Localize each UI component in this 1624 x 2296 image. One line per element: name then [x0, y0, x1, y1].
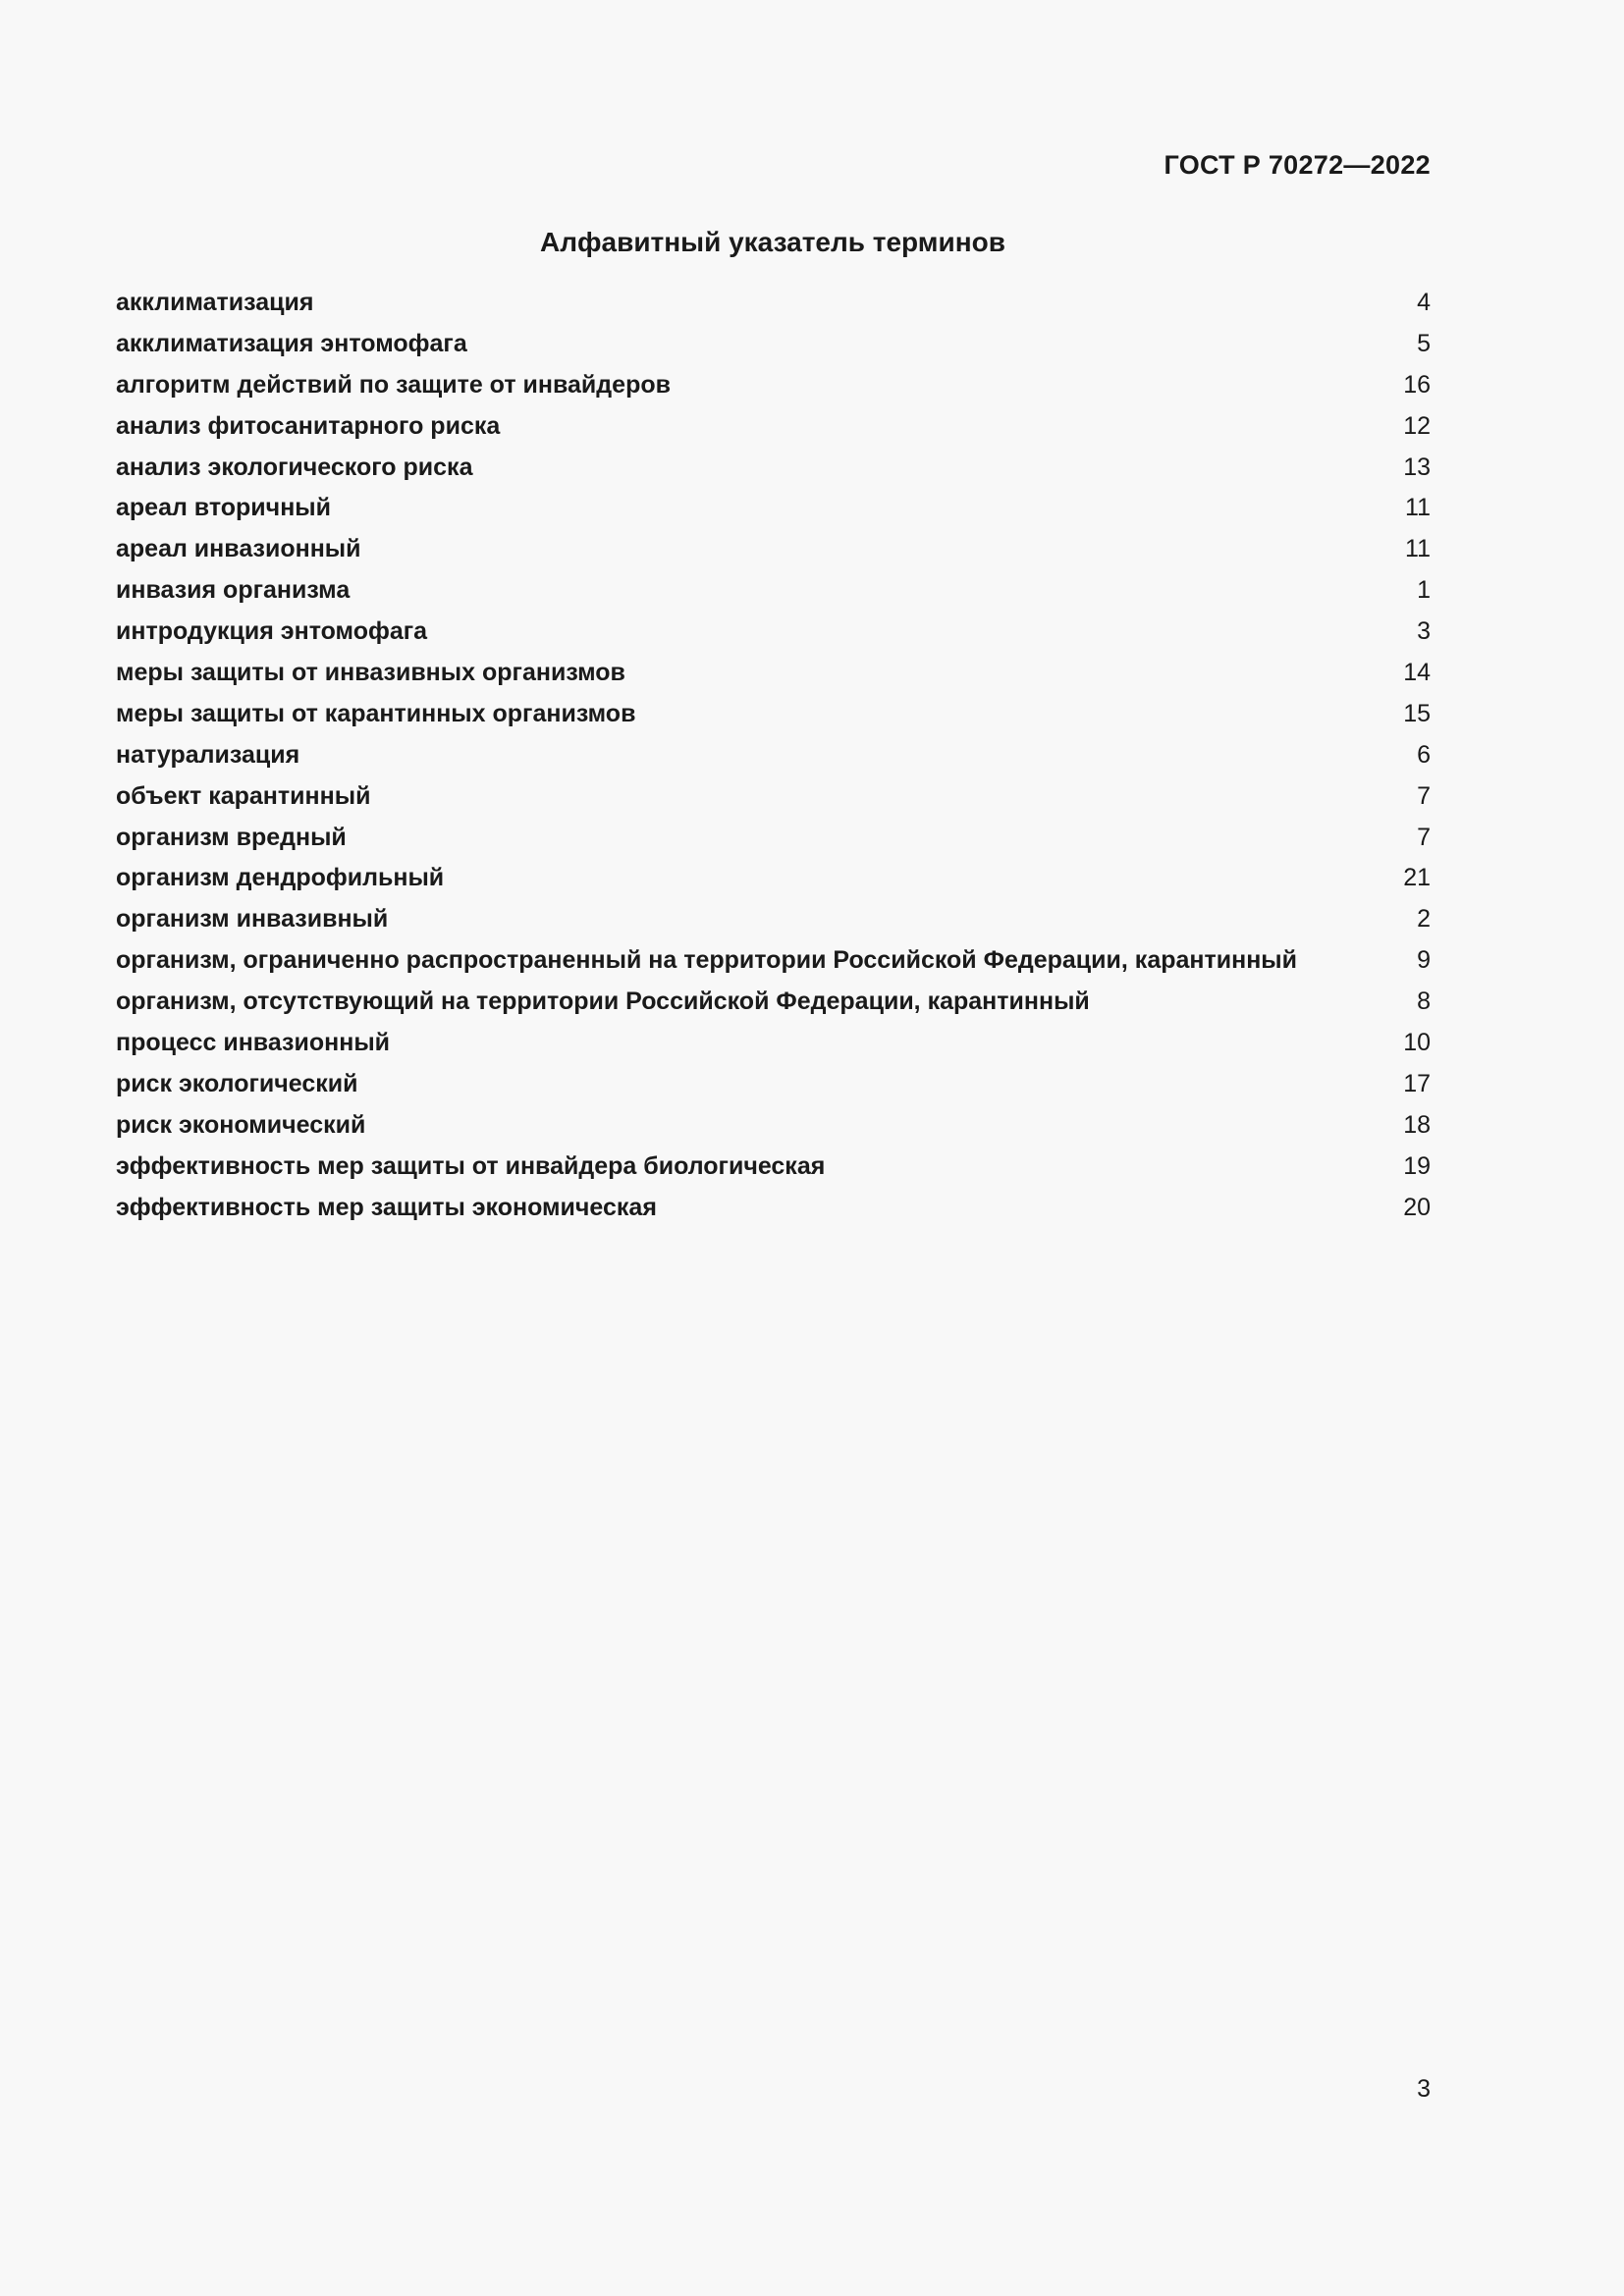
term-row: [116, 364, 1431, 405]
term-number: 4: [1417, 289, 1431, 316]
term-row: [116, 857, 1431, 898]
term-row: [116, 734, 1431, 775]
term-number: 7: [1417, 781, 1431, 810]
term-name: объект карантинный: [116, 781, 371, 810]
term-row: [116, 487, 1431, 528]
term-row: [116, 447, 1431, 488]
term-number: 21: [1403, 864, 1431, 892]
term-name: акклиматизация: [116, 289, 314, 316]
term-row: [116, 1146, 1431, 1187]
term-row: [116, 405, 1431, 447]
term-number: 8: [1417, 988, 1431, 1016]
term-row: [116, 939, 1431, 981]
term-number: 2: [1417, 905, 1431, 934]
term-row: [116, 282, 1431, 323]
term-row: [116, 569, 1431, 611]
term-number: 1: [1417, 576, 1431, 605]
index-title: Алфавитный указатель терминов: [540, 227, 1005, 257]
term-name: акклиматизация энтомофага: [116, 329, 467, 357]
term-number: 20: [1403, 1193, 1431, 1221]
term-row: [116, 693, 1431, 734]
term-row: [116, 898, 1431, 939]
term-name: эффективность мер защиты экономическая: [116, 1193, 657, 1221]
term-name: организм, ограниченно распространенный на территории Российской Федерации, карантинный: [116, 946, 1298, 975]
term-number: 18: [1403, 1110, 1431, 1139]
term-name: инвазия организма: [116, 576, 351, 605]
term-row: [116, 528, 1431, 569]
document-header: ГОСТ Р 70272—2022: [1164, 150, 1431, 180]
term-name: ареал вторичный: [116, 494, 332, 522]
term-number: 19: [1403, 1151, 1431, 1180]
term-name: меры защиты от карантинных организмов: [116, 699, 636, 727]
page-number: 3: [1417, 2075, 1431, 2103]
term-name: организм вредный: [116, 823, 347, 851]
term-number: 3: [1417, 617, 1431, 646]
term-name: организм дендрофильный: [116, 864, 445, 892]
term-number: 5: [1417, 329, 1431, 357]
term-number: 14: [1403, 659, 1431, 687]
term-row: [116, 981, 1431, 1022]
term-row: [116, 1063, 1431, 1104]
term-row: [116, 817, 1431, 858]
term-name: анализ фитосанитарного риска: [116, 411, 501, 440]
term-name: эффективность мер защиты от инвайдера биологическая: [116, 1151, 826, 1180]
term-name: организм, отсутствующий на территории Российской Федерации, карантинный: [116, 988, 1090, 1016]
term-name: риск экологический: [116, 1069, 358, 1097]
term-number: 7: [1417, 823, 1431, 851]
term-number: 17: [1403, 1069, 1431, 1097]
term-name: анализ экологического риска: [116, 453, 473, 481]
term-number: 15: [1403, 699, 1431, 727]
term-number: 10: [1403, 1029, 1431, 1057]
term-name: натурализация: [116, 740, 300, 769]
term-row: [116, 1022, 1431, 1063]
term-number: 11: [1405, 535, 1431, 563]
term-row: [116, 323, 1431, 364]
term-name: ареал инвазионный: [116, 535, 361, 563]
term-name: меры защиты от инвазивных организмов: [116, 659, 625, 687]
term-number: 6: [1417, 740, 1431, 769]
term-number: 11: [1405, 494, 1431, 522]
term-row: [116, 652, 1431, 693]
term-row: [116, 1104, 1431, 1146]
term-number: 16: [1403, 370, 1431, 399]
term-row: [116, 1187, 1431, 1228]
term-name: риск экономический: [116, 1110, 366, 1139]
term-row: [116, 775, 1431, 817]
term-number: 13: [1403, 453, 1431, 481]
term-number: 12: [1403, 411, 1431, 440]
term-name: организм инвазивный: [116, 905, 389, 934]
term-index-list: [116, 282, 1431, 1227]
term-name: интродукция энтомофага: [116, 617, 428, 646]
term-name: алгоритм действий по защите от инвайдеров: [116, 370, 671, 399]
term-name: процесс инвазионный: [116, 1029, 391, 1057]
term-number: 9: [1417, 946, 1431, 975]
term-row: [116, 611, 1431, 652]
